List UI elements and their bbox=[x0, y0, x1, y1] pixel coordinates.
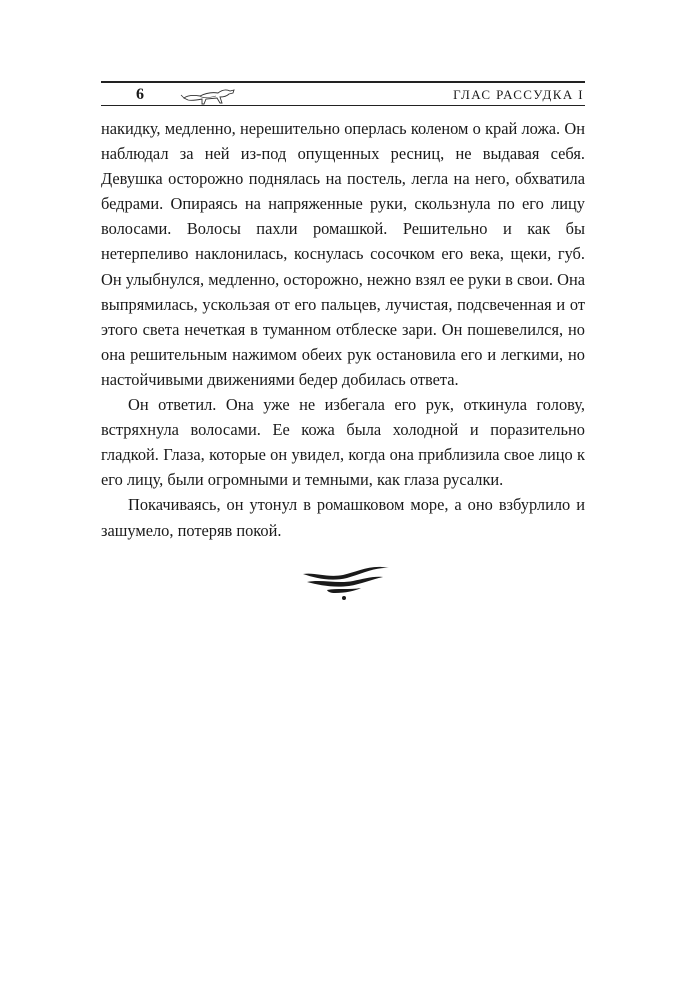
header-rule-bottom bbox=[101, 105, 585, 106]
header-rule-top bbox=[101, 81, 585, 83]
page-number: 6 bbox=[136, 86, 144, 103]
calligraphic-flourish-icon bbox=[297, 560, 393, 604]
body-text bbox=[101, 116, 585, 543]
paragraph-1: накидку, медленно, нерешительно оперлась коленом о край ложа. Он наблюдал за ней из-под опущенных ресниц, не выдавая себя. Девушка осторожно поднялась на постель, легла на него, обхватила бедрами. Опираясь на напряженные руки, скользнула по его лицу волосами. Волосы пахли ромашкой. Решительно и как бы нетерпеливо наклонилась, коснулась сосочком его века, щеки, губ. Он улыбнулся, медленно, осторожно, нежно взял ее руки в свои. Она выпрямилась, ускользая от его пальцев, лучистая, подсвеченная и от этого света нечеткая в туманном отблеске зари. Он пошевелился, но она решительным нажимом обеих рук остановила его и легкими, но настойчивыми движениями бедер добилась ответа. bbox=[101, 119, 585, 389]
paragraph-3: Покачиваясь, он утонул в ромашковом море, а оно взбурлило и зашумело, потеряв покой. bbox=[101, 495, 585, 540]
running-dog-icon bbox=[180, 84, 240, 106]
running-title: ГЛАС РАССУДКА I bbox=[453, 87, 584, 102]
paragraph-2: Он ответил. Она уже не избегала его рук, откинула голову, встряхнула волосами. Ее кожа была холодной и поразительно гладкой. Глаза, которые он увидел, когда она приблизила свое лицо к его лицу, были огромными и темными, как глаза русалки. bbox=[101, 395, 585, 490]
